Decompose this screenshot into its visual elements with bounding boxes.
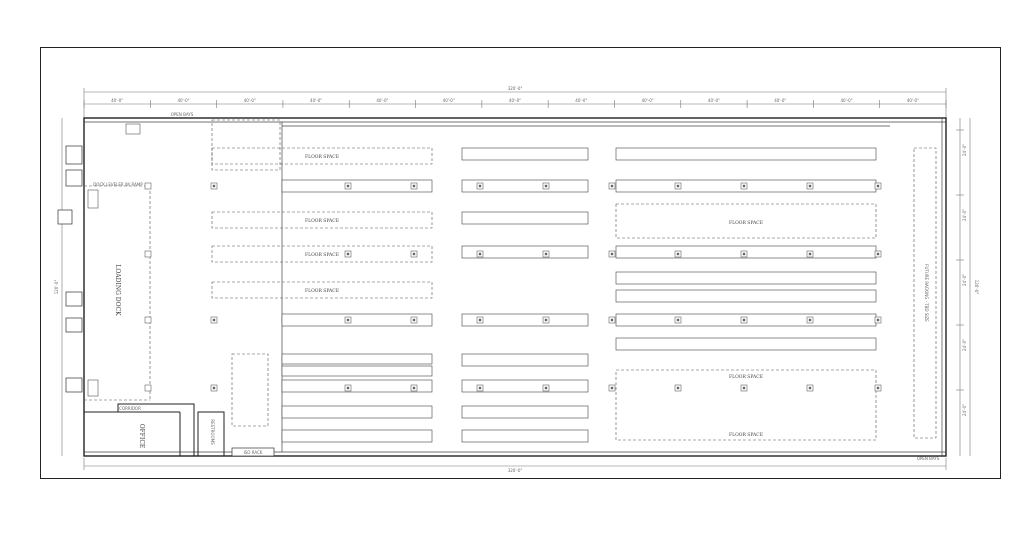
office-label: OFFICE bbox=[138, 423, 145, 449]
office-block bbox=[84, 404, 224, 456]
floor-space-label: FLOOR SPACE bbox=[305, 219, 339, 224]
rack-row bbox=[462, 148, 588, 160]
bay-dim-label: 40'-0" bbox=[177, 98, 190, 103]
bay-dim-label: 40'-0" bbox=[376, 98, 389, 103]
bay-dim-label: 40'-0" bbox=[111, 98, 124, 103]
bay-dim-label: 40'-0" bbox=[310, 98, 323, 103]
rack-row bbox=[282, 406, 432, 418]
right-dim: 120'-0" bbox=[974, 279, 979, 295]
iso-rack-label: ISO RACK bbox=[243, 450, 263, 455]
right-bay-dim-label: 24'-0" bbox=[962, 338, 967, 352]
floor-space-label: FLOOR SPACE bbox=[729, 221, 763, 226]
bay-dim-label: 40'-0" bbox=[442, 98, 455, 103]
floor-space-label: FLOOR SPACE bbox=[305, 289, 339, 294]
restroom-label: RESTROOMS bbox=[210, 419, 215, 445]
floor-space-label: FLOOR SPACE bbox=[729, 433, 763, 438]
rack-row bbox=[616, 148, 876, 160]
right-bay-dim-label: 24'-0" bbox=[962, 273, 967, 287]
rack-row bbox=[282, 380, 432, 392]
rack-row bbox=[462, 430, 588, 442]
rack-row bbox=[462, 354, 588, 366]
column-marker bbox=[145, 183, 151, 189]
column-marker bbox=[145, 251, 151, 257]
rack-row bbox=[616, 338, 876, 350]
column-marker bbox=[145, 385, 151, 391]
floor-space-label: FLOOR SPACE bbox=[305, 253, 339, 258]
right-bay-dim-label: 24'-0" bbox=[962, 143, 967, 157]
building-walls bbox=[84, 118, 946, 456]
bay-dim-label: 40'-0" bbox=[906, 98, 919, 103]
bay-dim-label: 40'-0" bbox=[575, 98, 588, 103]
right-bay-dim-label: 24'-0" bbox=[962, 208, 967, 222]
staging-area-2 bbox=[232, 354, 268, 426]
future-racking-label: FUTURE RACKING - TBD SIZE bbox=[924, 264, 929, 322]
overall-top-dim: 320'-0" bbox=[507, 86, 523, 91]
rack-row bbox=[282, 430, 432, 442]
staging-area-1 bbox=[212, 120, 280, 170]
rack-row bbox=[282, 314, 432, 326]
bay-dim-label: 40'-0" bbox=[707, 98, 720, 103]
dock-doors bbox=[58, 146, 82, 392]
rack-row bbox=[282, 354, 432, 364]
rack-row bbox=[616, 290, 876, 302]
bay-dim-label: 40'-0" bbox=[243, 98, 256, 103]
left-dim: 120'-0" bbox=[54, 279, 59, 295]
rack-row bbox=[282, 366, 432, 376]
rack-row bbox=[462, 406, 588, 418]
bottom-note: OPEN BAYS bbox=[916, 456, 940, 461]
corridor-label: CORRIDOR bbox=[119, 406, 141, 411]
rack-row bbox=[282, 180, 432, 192]
dock-note: DOCK LEVELER W/ RAMP bbox=[93, 182, 143, 187]
floor-space-label: FLOOR SPACE bbox=[729, 375, 763, 380]
column-marker bbox=[145, 317, 151, 323]
rack-rows bbox=[282, 148, 876, 442]
floor-space-label: FLOOR SPACE bbox=[305, 155, 339, 160]
bay-dim-label: 40'-0" bbox=[840, 98, 853, 103]
overall-bottom-dim: 320'-0" bbox=[507, 468, 523, 473]
bay-dim-label: 40'-0" bbox=[774, 98, 787, 103]
right-bay-dim-label: 24'-0" bbox=[962, 403, 967, 417]
bay-dim-label: 40'-0" bbox=[508, 98, 522, 103]
top-note: OPEN BAYS bbox=[170, 112, 194, 117]
rack-row bbox=[462, 212, 588, 224]
loading-dock-label: LOADING DOCK bbox=[114, 264, 121, 316]
rack-row bbox=[616, 272, 876, 284]
bay-dim-label: 40'-0" bbox=[641, 98, 654, 103]
